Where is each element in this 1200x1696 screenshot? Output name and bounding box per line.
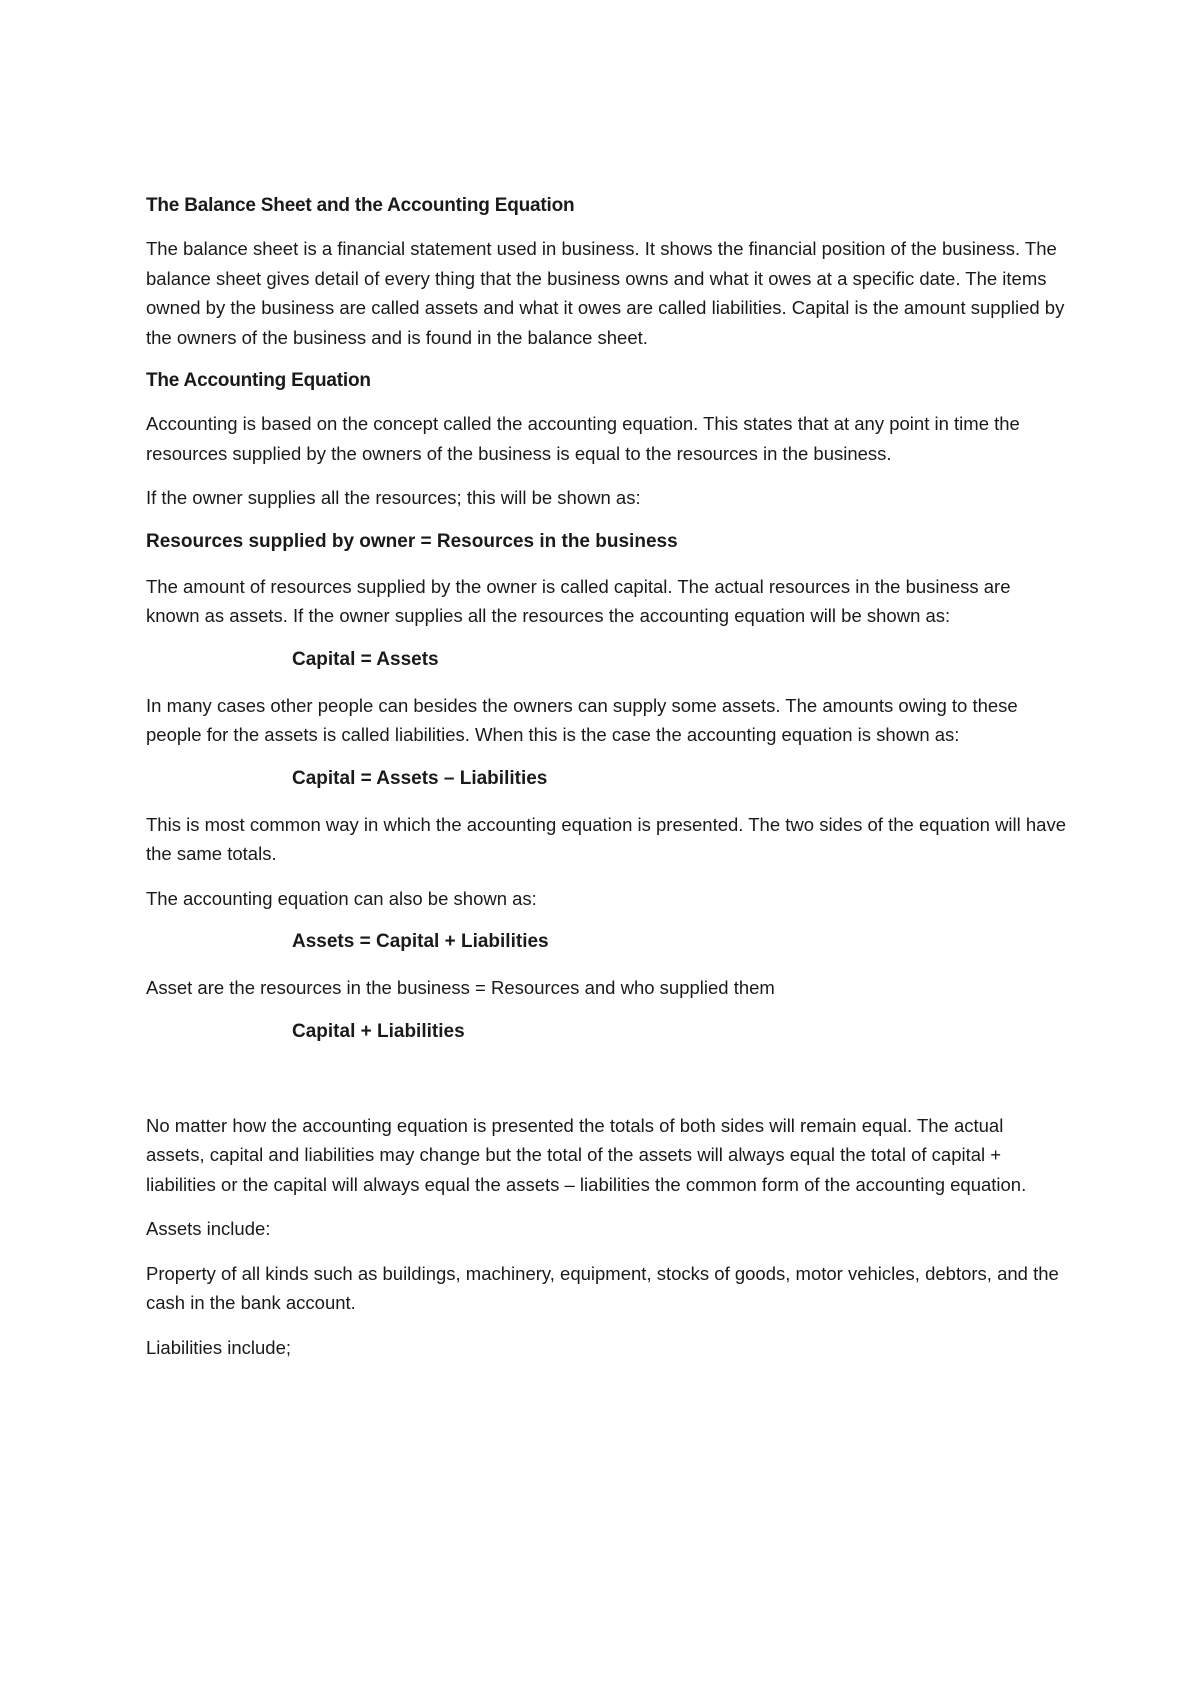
paragraph-asset-resources: Asset are the resources in the business = Resources and who supplied them — [146, 977, 775, 998]
section-heading: The Accounting Equation — [146, 370, 371, 391]
equation-assets-capital-liabilities: Assets = Capital + Liabilities — [292, 931, 549, 952]
document-body — [146, 192, 1066, 1377]
paragraph-totals-equal: No matter how the accounting equation is presented the totals of both sides will remain equal. The actual assets, capital and liabilities may change but the total of the assets will always equal the total of capital + liabilities or the capital will always equal the assets – liabilities the common form of the accounting equation. — [146, 1114, 1027, 1195]
paragraph-assets-include: Assets include: — [146, 1218, 271, 1239]
paragraph-also-shown: The accounting equation can also be shown as: — [146, 887, 537, 909]
paragraph-capital-assets: The amount of resources supplied by the owner is called capital. The actual resources in the business are known as assets. If the owner supplies all the resources the accounting equation will be shown as: — [146, 575, 1011, 626]
paragraph-common-way: This is most common way in which the accounting equation is presented. The two sides of the equation will have the same totals. — [146, 813, 1067, 864]
equation-resources: Resources supplied by owner = Resources in the business — [146, 530, 678, 552]
paragraph-accounting-basis: Accounting is based on the concept called the accounting equation. This states that at any point in time the resources supplied by the owners of the business is equal to the resources in the business. — [146, 413, 1020, 464]
equation-capital-liabilities: Capital + Liabilities — [292, 1020, 465, 1042]
intro-paragraph: The balance sheet is a financial statement used in business. It shows the financial position of the business. The balance sheet gives detail of every thing that the business owns and what it owes at a specific date. The items owned by the business are called assets and what it owes are called liabilities. Capital is the amount supplied by the owners of the business and is found in the balance sheet. — [146, 238, 1065, 348]
document-title: The Balance Sheet and the Accounting Equation — [146, 195, 575, 216]
paragraph-liabilities: In many cases other people can besides the owners can supply some assets. The amounts owing to these people for the assets is called liabilities. When this is the case the accounting equation is shown as: — [146, 694, 1018, 745]
paragraph-liabilities-include: Liabilities include; — [146, 1336, 292, 1358]
blank-line — [146, 1063, 1066, 1111]
equation-capital-assets: Capital = Assets — [292, 648, 439, 670]
paragraph-property-list: Property of all kinds such as buildings, machinery, equipment, stocks of goods, motor vehicles, debtors, and the cash in the bank account. — [146, 1262, 1059, 1313]
equation-capital-assets-liabilities: Capital = Assets – Liabilities — [292, 767, 548, 789]
paragraph-owner-supplies: If the owner supplies all the resources; this will be shown as: — [146, 487, 641, 508]
